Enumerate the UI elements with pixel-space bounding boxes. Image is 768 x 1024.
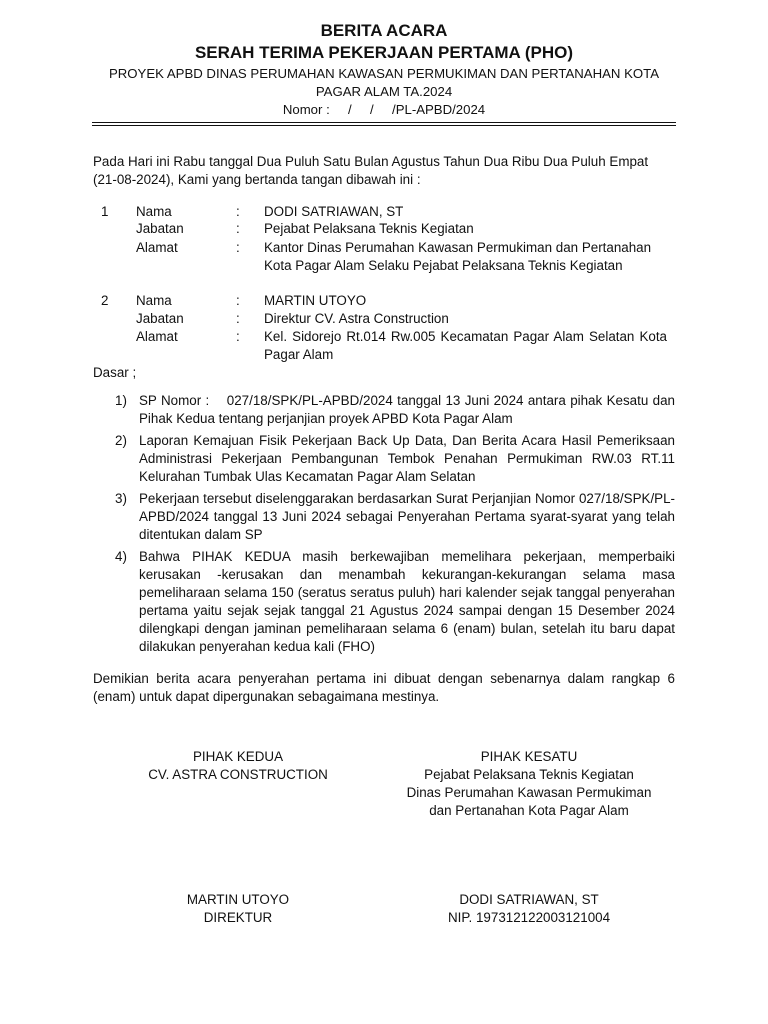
list-text: Pekerjaan tersebut diselenggarakan berdasarkan Surat Perjanjian Nomor 027/18/SPK/PL-APBD/2024 tanggal 13 Juni 2024 sebagai Penyerahan Pertama syarat-syarat yang telah ditentukan dalam SP bbox=[139, 491, 675, 542]
party-name: DODI SATRIAWAN, ST bbox=[264, 204, 404, 219]
list-item bbox=[93, 432, 675, 486]
signatory-right-org-line-3: dan Pertanahan Kota Pagar Alam bbox=[429, 803, 629, 818]
document-title: BERITA ACARA bbox=[320, 21, 448, 40]
signatory-left-title: DIREKTUR bbox=[203, 910, 273, 925]
colon: : bbox=[236, 240, 240, 255]
party-number: 1 bbox=[101, 204, 109, 219]
list-item bbox=[93, 548, 675, 656]
party-position: Direktur CV. Astra Construction bbox=[264, 311, 449, 326]
opening-paragraph: Pada Hari ini Rabu tanggal Dua Puluh Satu Bulan Agustus Tahun Dua Ribu Dua Puluh Empat (21-08-2024), Kami yang bertanda tangan dibawah ini : bbox=[93, 154, 649, 187]
header-divider-bottom bbox=[92, 125, 676, 126]
dasar-label: Dasar ; bbox=[93, 365, 137, 380]
party-position: Pejabat Pelaksana Teknis Kegiatan bbox=[264, 221, 474, 236]
list-number: 4) bbox=[115, 549, 127, 564]
colon: : bbox=[236, 221, 240, 236]
signatory-right-org-line-1: Pejabat Pelaksana Teknis Kegiatan bbox=[424, 767, 634, 782]
list-number: 1) bbox=[115, 393, 127, 408]
list-text: Laporan Kemajuan Fisik Pekerjaan Back Up Data, Dan Berita Acara Hasil Pemeriksaan Administrasi Pekerjaan Pembangunan Tembok Penahan Permukiman RW.03 RT.11 Kelurahan Tumbak Ulas Kecamatan Pagar Alam Selatan bbox=[139, 433, 675, 484]
signatory-left-org: CV. ASTRA CONSTRUCTION bbox=[148, 767, 328, 782]
signatory-left-name: MARTIN UTOYO bbox=[186, 892, 290, 907]
party-address: Kel. Sidorejo Rt.014 Rw.005 Kecamatan Pagar Alam Selatan Kota Pagar Alam bbox=[264, 329, 667, 362]
closing-paragraph: Demikian berita acara penyerahan pertama ini dibuat dengan sebenarnya dalam rangkap 6 (enam) untuk dapat dipergunakan sebagaimana mestinya. bbox=[93, 671, 675, 704]
list-text: Bahwa PIHAK KEDUA masih berkewajiban memelihara pekerjaan, memperbaiki kerusakan -kerusakan dan menambah kekurangan-kekurangan selama masa pemeliharaan selama 150 (seratus seratus puluh) hari kalender sejak tanggal penyerahan pertama yaitu sejak sejak tanggal 21 Agustus 2024 sampai dengan 15 Desember 2024 dilengkapi dengan jaminan pemeliharaan selama 6 (enam) bulan, setelah itu baru dapat dilakukan penyerahan kedua kali (FHO) bbox=[139, 549, 675, 654]
party-name: MARTIN UTOYO bbox=[264, 293, 367, 308]
colon: : bbox=[236, 311, 240, 326]
label-alamat: Alamat bbox=[136, 240, 178, 255]
header-divider-top bbox=[92, 122, 676, 123]
signatory-right-nip: NIP. 197312122003121004 bbox=[447, 910, 611, 925]
document-subtitle: SERAH TERIMA PEKERJAAN PERTAMA (PHO) bbox=[194, 43, 574, 62]
list-number: 2) bbox=[115, 433, 127, 448]
colon: : bbox=[236, 329, 240, 344]
colon: : bbox=[236, 293, 240, 308]
signatory-right-name: DODI SATRIAWAN, ST bbox=[459, 892, 599, 907]
project-line-2: PAGAR ALAM TA.2024 bbox=[315, 84, 453, 99]
signatory-left-role: PIHAK KEDUA bbox=[192, 749, 284, 764]
signatory-right-role: PIHAK KESATU bbox=[480, 749, 578, 764]
project-line-1: PROYEK APBD DINAS PERUMAHAN KAWASAN PERMUKIMAN DAN PERTANAHAN KOTA bbox=[108, 66, 660, 81]
label-jabatan: Jabatan bbox=[136, 221, 184, 236]
list-text: SP Nomor : 027/18/SPK/PL-APBD/2024 tanggal 13 Juni 2024 antara pihak Kesatu dan Pihak Kedua tentang perjanjian proyek APBD Kota Pagar Alam bbox=[139, 393, 679, 426]
label-alamat: Alamat bbox=[136, 329, 178, 344]
label-nama: Nama bbox=[136, 293, 172, 308]
signatory-right-org-line-2: Dinas Perumahan Kawasan Permukiman bbox=[406, 785, 652, 800]
list-item bbox=[93, 392, 679, 428]
party-number: 2 bbox=[101, 293, 109, 308]
party-address: Kantor Dinas Perumahan Kawasan Permukiman dan Pertanahan Kota Pagar Alam Selaku Pejabat Pelaksana Teknis Kegiatan bbox=[264, 240, 652, 273]
list-number: 3) bbox=[115, 491, 127, 506]
document-number: Nomor : / / /PL-APBD/2024 bbox=[282, 102, 486, 117]
label-nama: Nama bbox=[136, 204, 172, 219]
dasar-list bbox=[93, 392, 679, 656]
label-jabatan: Jabatan bbox=[136, 311, 184, 326]
list-item bbox=[93, 490, 675, 544]
colon: : bbox=[236, 204, 240, 219]
